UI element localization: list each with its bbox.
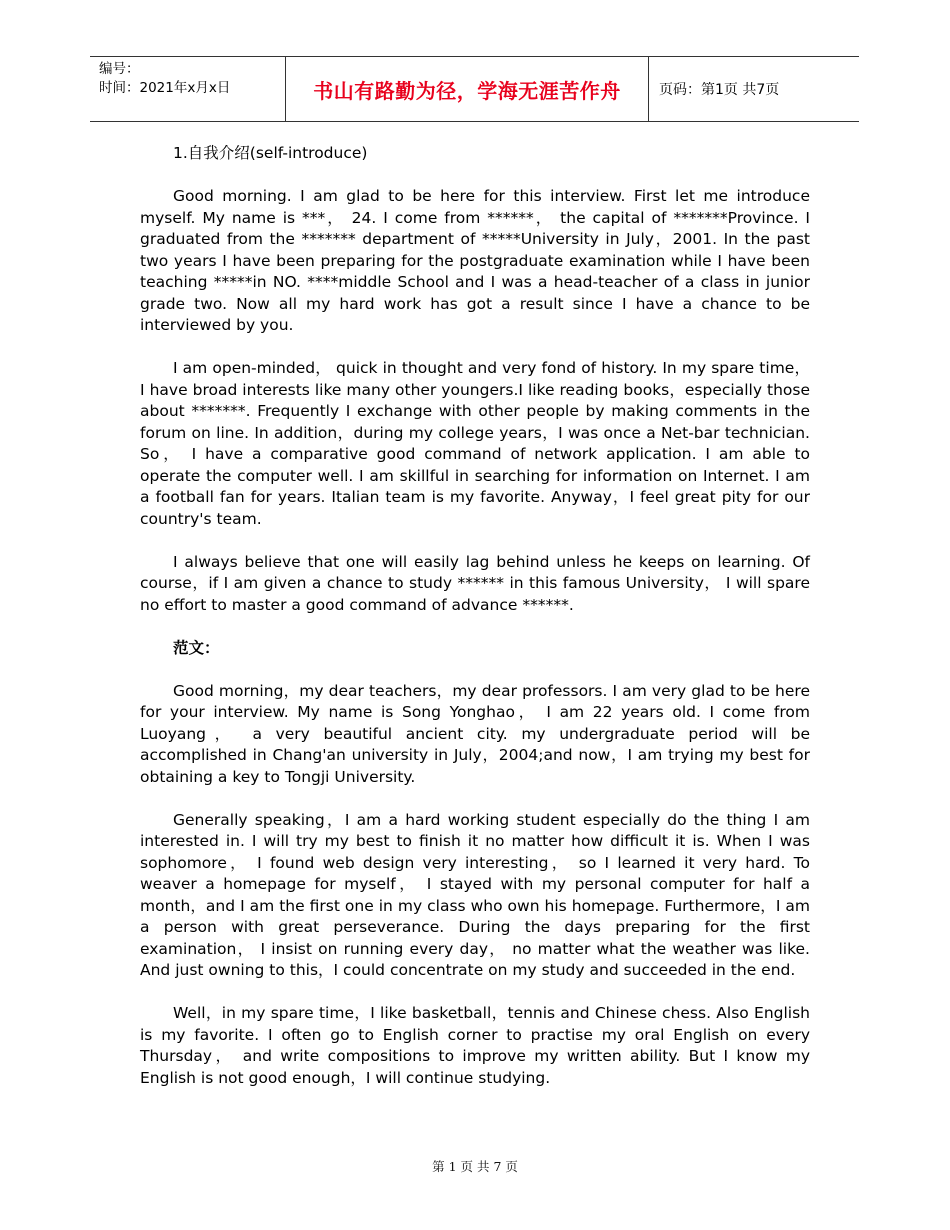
time-label: 时间：2021年x月x日	[99, 80, 231, 96]
page-header	[90, 56, 859, 122]
page-info-text: 页码：第1页 共7页	[659, 82, 780, 98]
sample-title: 范文：	[173, 638, 220, 657]
header-meta	[90, 57, 286, 121]
motto-text: 书山有路勤为径，学海无涯苦作舟	[313, 78, 621, 103]
document-body	[140, 143, 810, 1111]
footer-page-number: 第 1 页 共 7 页	[432, 1159, 518, 1174]
section-title: 1.自我介绍(self-introduce)	[173, 144, 368, 162]
page-footer	[0, 1157, 950, 1175]
paragraph: Good morning，my dear teachers，my dear professors. I am very glad to be here for your interview. My name is Song Yonghao， I am 22 years old. I come from Luoyang， a very beautiful ancient city. my undergraduate period will be accomplished in Chang'an university in July，2004;and now，I am trying my best for obtaining a key to Tongji University.	[140, 681, 810, 786]
paragraph: Good morning. I am glad to be here for this interview. First let me introduce myself. My name is ***， 24. I come from ******， the capital of *******Province. I graduated from the ******* department of *****University in July，2001. In the past two years I have been preparing for the postgraduate examination while I have been teaching *****in NO. ****middle School and I was a head-teacher of a class in junior grade two. Now all my hard work has got a result since I have a chance to be interviewed by you.	[140, 187, 810, 334]
paragraph: I am open-minded， quick in thought and very fond of history. In my spare time， I have broad interests like many other youngers.I like reading books，especially those about *******. Frequently I exchange with other people by making comments in the forum on line. In addition，during my college years，I was once a Net-bar technician. So， I have a comparative good command of network application. I am able to operate the computer well. I am skillful in searching for information on Internet. I am a football fan for years. Italian team is my favorite. Anyway，I feel great pity for our country's team.	[140, 359, 810, 528]
paragraph: I always believe that one will easily lag behind unless he keeps on learning. Of course，if I am given a chance to study ****** in this famous University， I will spare no effort to master a good command of advance ******.	[140, 552, 810, 614]
paragraph: Generally speaking，I am a hard working student especially do the thing I am interested in. I will try my best to finish it no matter how difficult it is. When I was sophomore， I found web design very interesting， so I learned it very hard. To weaver a homepage for myself， I stayed with my personal computer for half a month，and I am the first one in my class who own his homepage. Furthermore，I am a person with great perseverance. During the days preparing for the first examination， I insist on running every day， no matter what the weather was like. And just owning to this，I could concentrate on my study and succeeded in the end.	[140, 810, 810, 979]
header-motto	[286, 57, 649, 121]
number-label: 编号：	[99, 61, 140, 77]
paragraph: Well，in my spare time，I like basketball，tennis and Chinese chess. Also English is my favorite. I often go to English corner to practise my oral English on every Thursday， and write compositions to improve my written ability. But I know my English is not good enough，I will continue studying.	[140, 1004, 810, 1087]
header-page-info	[649, 57, 859, 121]
